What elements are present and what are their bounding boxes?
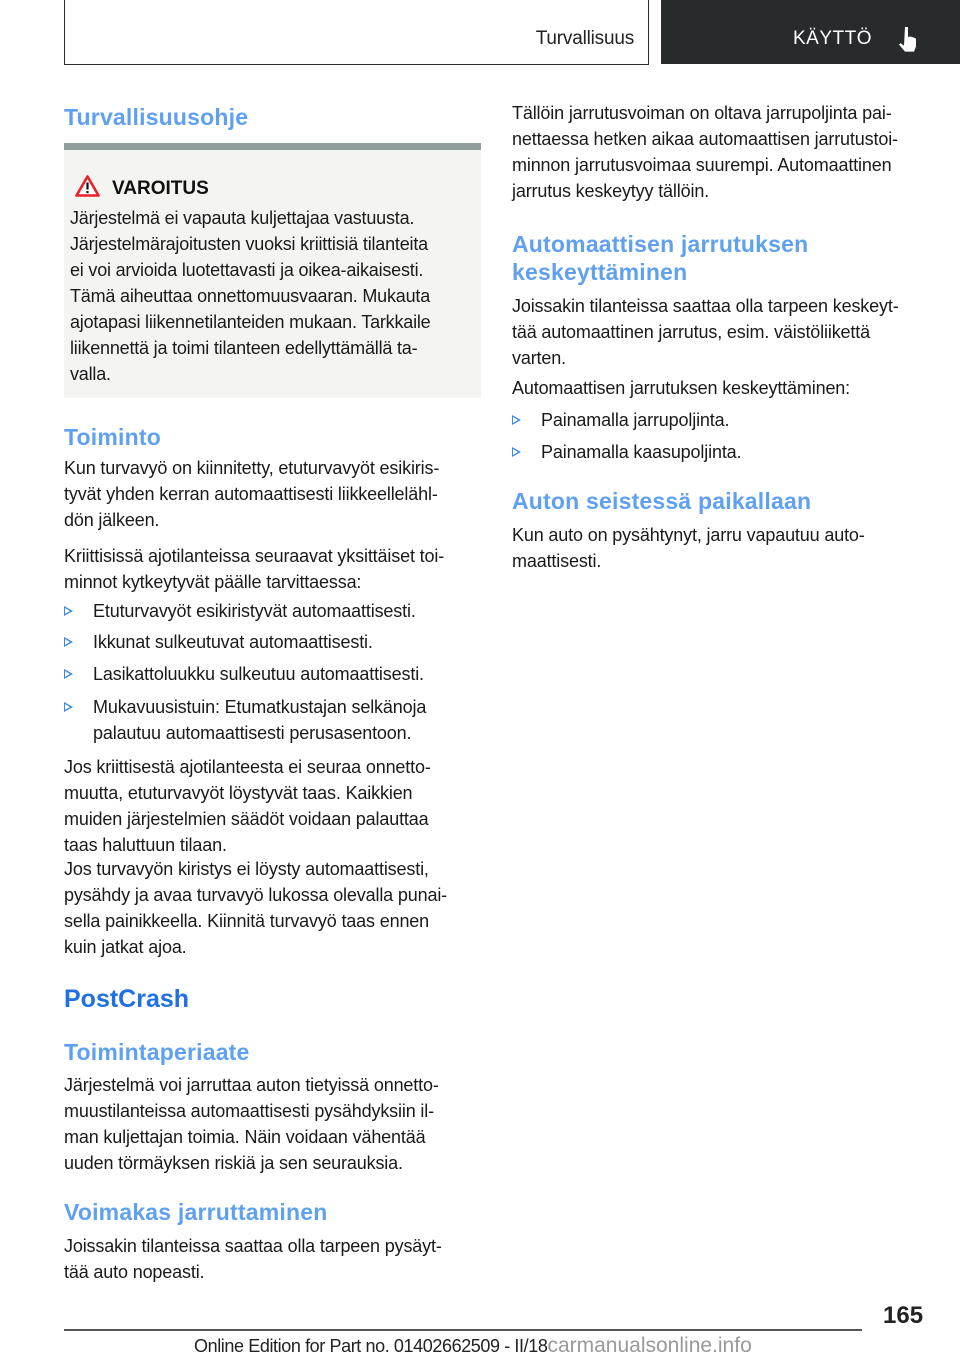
warning-triangle-icon	[75, 175, 100, 197]
heading-auton-seistessa-paikallaan: Auton seistessä paikallaan	[512, 488, 812, 514]
text-line: maattisesti.	[512, 551, 602, 571]
paragraph	[64, 1072, 484, 1176]
paragraph	[64, 543, 484, 595]
bullet-triangle-icon	[64, 606, 73, 616]
text-line: Joissakin tilanteissa saattaa olla tarpeen keskeyt-	[512, 296, 899, 316]
heading-toiminto: Toiminto	[64, 424, 161, 450]
bullet-triangle-icon	[512, 415, 521, 425]
text-line: muiden järjestelmien säädöt voidaan palauttaa	[64, 809, 429, 829]
heading-voimakas-jarruttaminen: Voimakas jarruttaminen	[64, 1199, 328, 1225]
warning-line: Tämä aiheuttaa onnettomuusvaaran. Mukauta	[70, 286, 431, 306]
text-line: Kun auto on pysähtynyt, jarru vapautuu auto-	[512, 525, 865, 545]
chapter-label: KÄYTTÖ	[793, 28, 873, 49]
text-line: dön jälkeen.	[64, 510, 160, 530]
heading-automaattisen-jarrutuksen-keskeyttaminen	[512, 230, 808, 286]
text-line: Kun turvavyö on kiinnitetty, etuturvavyöt esikiris-	[64, 458, 440, 478]
text-line: tää automaattinen jarrutus, esim. väistöliikettä	[512, 322, 870, 342]
text-line: Joissakin tilanteissa saattaa olla tarpeen pysäyt-	[64, 1236, 442, 1256]
paragraph	[512, 293, 942, 371]
bullet-triangle-icon	[64, 669, 73, 679]
text-line: man kuljettajan toimia. Näin voidaan vähentää	[64, 1127, 426, 1147]
text-line: pysähdy ja avaa turvavyö lukossa olevalla punai-	[64, 885, 448, 905]
heading-line: Automaattisen jarrutuksen	[512, 231, 809, 257]
warning-line: ei voi arvioida luotettavasti ja oikea-aikaisesti.	[70, 260, 424, 280]
warning-text	[70, 205, 470, 387]
heading-line: keskeyttäminen	[512, 259, 688, 285]
text-line: Jos kriittisestä ajotilanteesta ei seuraa onnetto-	[64, 757, 431, 777]
text-line: minnon jarrutusvoimaa suurempi. Automaattinen	[512, 155, 892, 175]
warning-line: Järjestelmärajoitusten vuoksi kriittisiä tilanteita	[70, 234, 428, 254]
header-chapter-box	[661, 0, 960, 64]
footer-edition	[194, 1334, 752, 1358]
text-line: sella painikkeella. Kiinnitä turvavyö taas ennen	[64, 911, 430, 931]
paragraph	[64, 754, 484, 858]
text-line: tyvät yhden kerran automaattisesti liikkeellelähl-	[64, 484, 438, 504]
text-line: jarrutus keskeytyy tällöin.	[512, 181, 710, 201]
paragraph	[512, 100, 942, 204]
list-item-text: Etuturvavyöt esikiristyvät automaattisesti.	[93, 601, 416, 621]
warning-title: VAROITUS	[112, 178, 209, 199]
paragraph	[64, 856, 484, 960]
text-line: nettaessa hetken aikaa automaattisen jarrutustoi-	[512, 129, 898, 149]
page-number: 165	[883, 1302, 924, 1329]
text-line: taas haluttuun tilaan.	[64, 835, 227, 855]
list-item-text: Ikkunat sulkeutuvat automaattisesti.	[93, 632, 373, 652]
warning-box	[64, 143, 481, 398]
text-line: minnot kytkeytyvät päälle tarvittaessa:	[64, 572, 362, 592]
heading-toimintaperiaate: Toimintaperiaate	[64, 1039, 250, 1065]
list-item-text: Painamalla kaasupoljinta.	[541, 442, 742, 462]
list-item-text: Mukavuusistuin: Etumatkustajan selkänoja	[93, 697, 427, 717]
text-line: muustilanteissa automaattisesti pysähdyksiin il-	[64, 1101, 434, 1121]
list-item-text: palautuu automaattisesti perusasentoon.	[93, 723, 412, 743]
text-line: tää auto nopeasti.	[64, 1262, 205, 1282]
list-item-text: Painamalla jarrupoljinta.	[541, 410, 730, 430]
edition-text: Online Edition for Part no. 01402662509 - II/18	[194, 1336, 548, 1356]
text-line: Tällöin jarrutusvoiman on oltava jarrupoljinta pai-	[512, 103, 892, 123]
warning-line: liikennettä ja toimi tilanteen edellyttämällä ta-	[70, 338, 418, 358]
paragraph	[512, 522, 942, 574]
text-line: kuin jatkat ajoa.	[64, 937, 187, 957]
hand-pointer-icon	[897, 26, 919, 52]
warning-line: Järjestelmä ei vapauta kuljettajaa vastuusta.	[70, 208, 415, 228]
title-turvallisuusohje: Turvallisuusohje	[64, 104, 249, 130]
watermark-site: carmanualsonline.info	[547, 1334, 752, 1357]
list-item-text: Lasikattoluukku sulkeutuu automaattisesti.	[93, 664, 424, 684]
paragraph	[64, 455, 484, 533]
bullet-triangle-icon	[512, 447, 521, 457]
text-line: Kriittisissä ajotilanteissa seuraavat yksittäiset toi-	[64, 546, 445, 566]
footer-divider	[64, 1329, 862, 1331]
text-line: Jos turvavyön kiristys ei löysty automaattisesti,	[64, 859, 429, 879]
paragraph	[64, 1233, 484, 1285]
warning-line: valla.	[70, 364, 111, 384]
text-line: Järjestelmä voi jarruttaa auton tietyissä onnetto-	[64, 1075, 439, 1095]
text-line: muutta, etuturvavyöt löystyvät taas. Kaikkien	[64, 783, 413, 803]
paragraph: Automaattisen jarrutuksen keskeyttäminen:	[512, 378, 851, 398]
heading-postcrash: PostCrash	[64, 985, 190, 1013]
text-line: varten.	[512, 348, 566, 368]
bullet-triangle-icon	[64, 702, 73, 712]
text-line: uuden törmäyksen riskiä ja sen seurauksia.	[64, 1153, 403, 1173]
section-label: Turvallisuus	[535, 28, 634, 49]
bullet-triangle-icon	[64, 637, 73, 647]
warning-line: ajotapasi liikennetilanteiden mukaan. Tarkkaile	[70, 312, 431, 332]
header-section-box	[64, 0, 649, 65]
